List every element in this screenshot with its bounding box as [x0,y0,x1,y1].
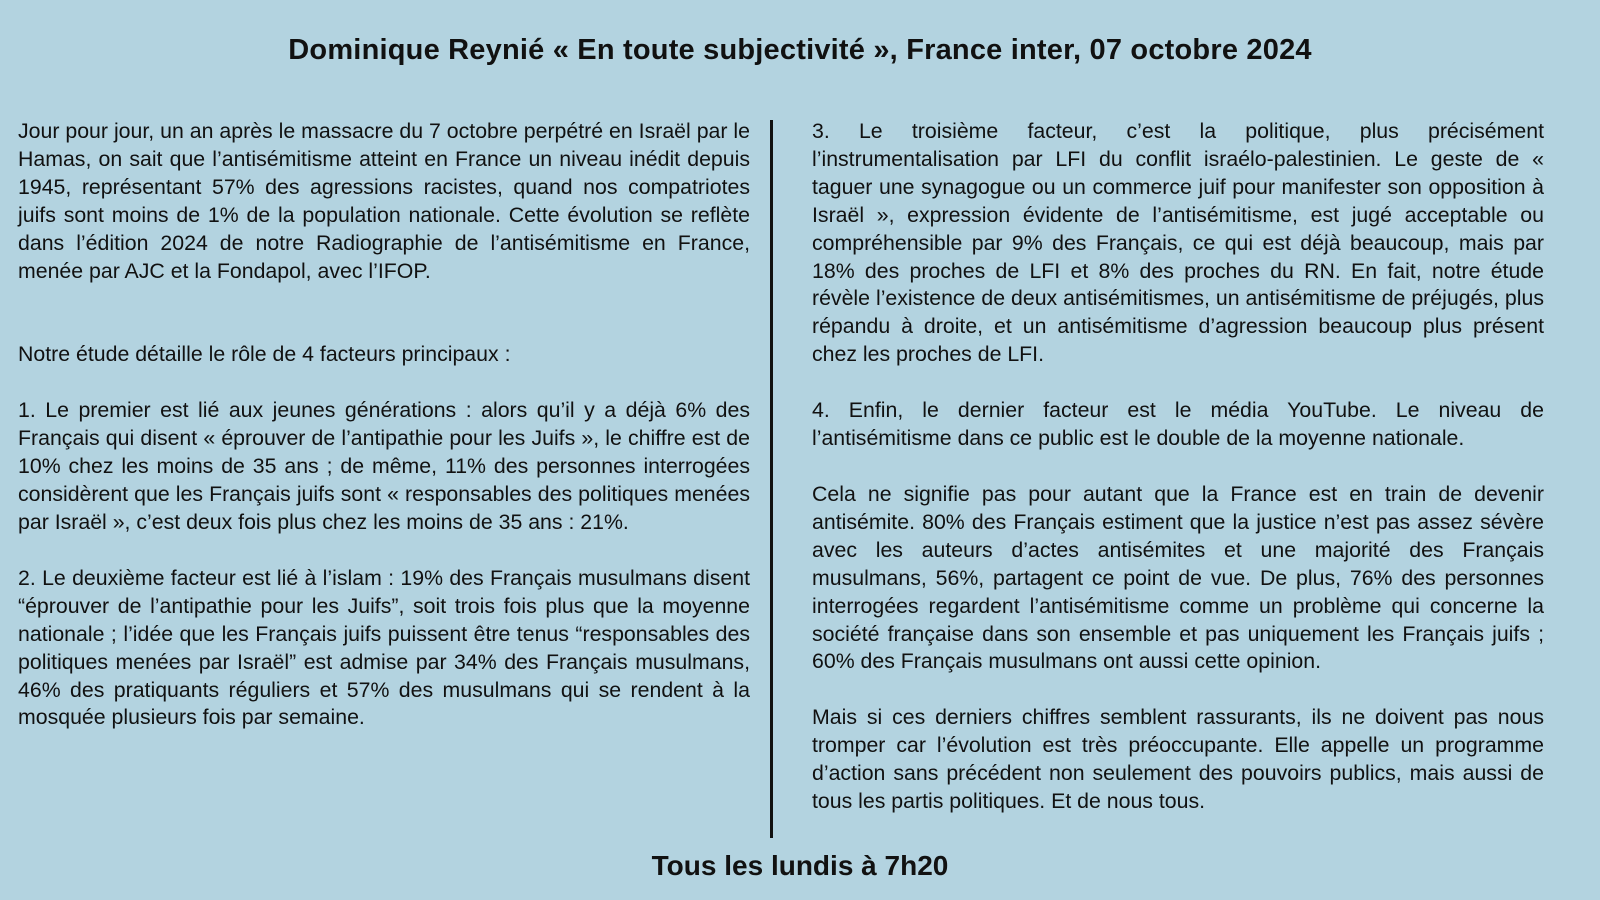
paragraph-spacer [18,285,750,341]
conclusion-paragraph: Cela ne signifie pas pour autant que la France est en train de devenir antisémite. 80% des Français estiment que la justice n’est pas assez sévère avec les auteurs d’actes antisémites et une majorité des Français musulmans, 56%, partagent ce point de vue. De plus, 76% des personnes interrogées regardent l’antisémitisme comme un problème qui concerne la société française dans son ensemble et pas uniquement les Français juifs ; 60% des Français musulmans ont aussi cette opinion. [812,481,1544,674]
paragraph-spacer [812,369,1544,397]
factor-1-paragraph: 1. Le premier est lié aux jeunes générations : alors qu’il y a déjà 6% des Français qui disent « éprouver de l’antipathie pour les Juifs », le chiffre est de 10% chez les moins de 35 ans ; de même, 11% des personnes interrogées considèrent que les Français juifs sont « responsables des politiques menées par Israël », c’est deux fois plus chez les moins de 35 ans : 21%. [18,398,750,534]
paragraph-spacer [812,676,1544,704]
schedule-footer: Tous les lundis à 7h20 [651,850,949,881]
column-divider [770,120,773,838]
paragraph-spacer [18,369,750,397]
right-column [812,118,1544,816]
factors-intro-paragraph: Notre étude détaille le rôle de 4 facteurs principaux : [18,342,511,367]
factor-3-paragraph: 3. Le troisième facteur, c’est la politique, plus précisément l’instrumentalisation par LFI du conflit israélo-palestinien. Le geste de « taguer une synagogue ou un commerce juif pour manifester son opposition à Israël », expression évidente de l’antisémitisme, est jugé acceptable ou compréhensible par 9% des Français, ce qui est déjà beaucoup, mais par 18% des proches de LFI et 8% des proches du RN. En fait, notre étude révèle l’existence de deux antisémitismes, un antisémitisme de préjugés, plus répandu à droite, et un antisémitisme d’agression beaucoup plus présent chez les proches de LFI. [812,119,1544,367]
paragraph-spacer [812,453,1544,481]
closing-paragraph: Mais si ces derniers chiffres semblent rassurants, ils ne doivent pas nous tromper car l’évolution est très préoccupante. Elle appelle un programme d’action sans précédent non seulement des pouvoirs publics, mais aussi de tous les partis politiques. Et de nous tous. [812,705,1544,814]
page-title: Dominique Reynié « En toute subjectivité », France inter, 07 octobre 2024 [288,34,1312,66]
factor-2-paragraph: 2. Le deuxième facteur est lié à l’islam : 19% des Français musulmans disent “éprouver de l’antipathie pour les Juifs”, soit trois fois plus que la moyenne nationale ; l’idée que les Français juifs puissent être tenus “responsables des politiques menées par Israël” est admise par 34% des Français musulmans, 46% des pratiquants réguliers et 57% des musulmans qui se rendent à la mosquée plusieurs fois par semaine. [18,565,750,730]
factor-4-paragraph: 4. Enfin, le dernier facteur est le média YouTube. Le niveau de l’antisémitisme dans ce public est le double de la moyenne nationale. [812,398,1544,451]
left-column [18,118,750,732]
paragraph-spacer [18,537,750,565]
intro-paragraph: Jour pour jour, un an après le massacre du 7 octobre perpétré en Israël par le Hamas, on sait que l’antisémitisme atteint en France un niveau inédit depuis 1945, représentant 57% des agressions racistes, quand nos compatriotes juifs sont moins de 1% de la population nationale. Cette évolution se reflète dans l’édition 2024 de notre Radiographie de l’antisémitisme en France, menée par AJC et la Fondapol, avec l’IFOP. [18,119,750,283]
